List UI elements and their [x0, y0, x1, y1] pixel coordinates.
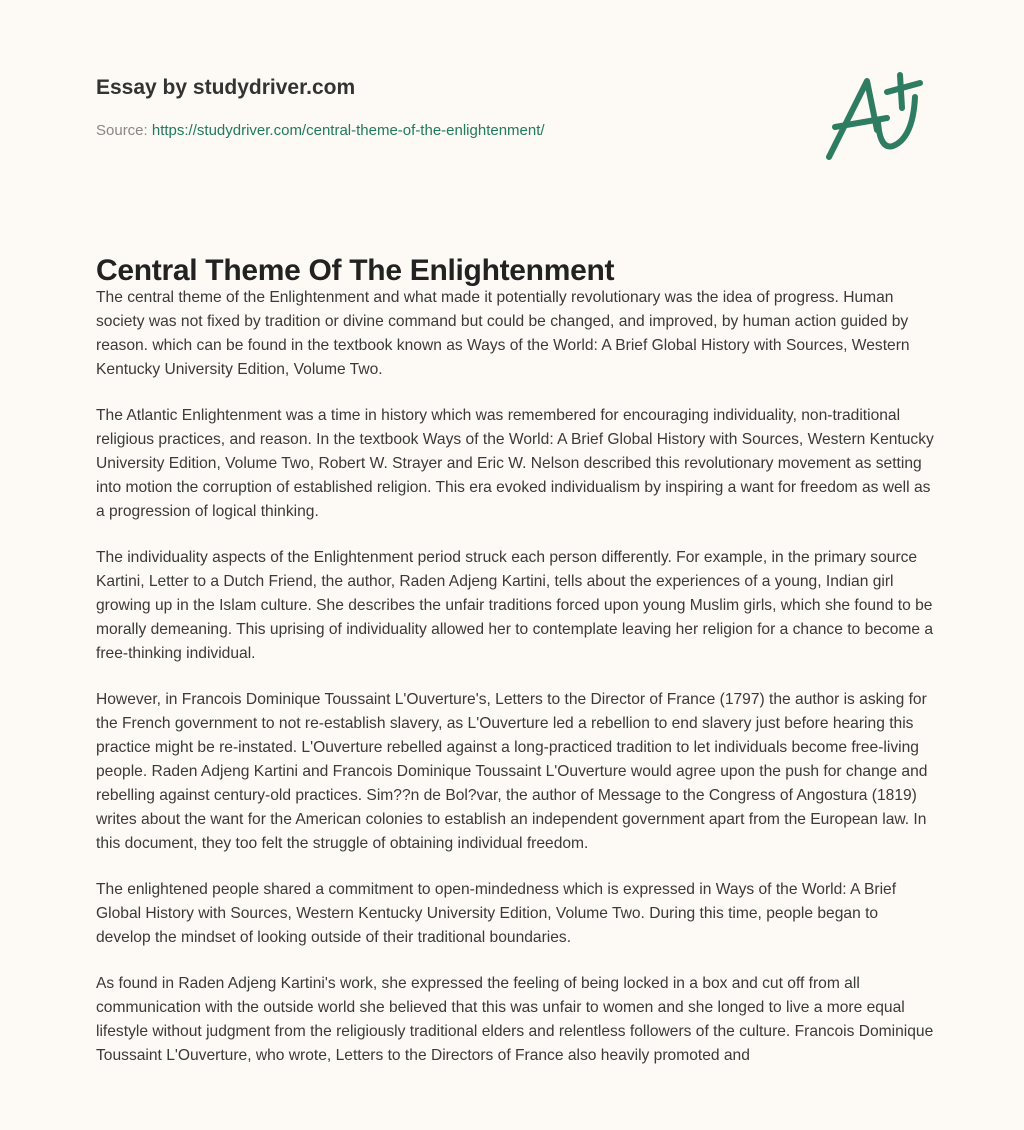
essay-title: Central Theme Of The Enlightenment: [96, 254, 615, 287]
paragraph: However, in Francois Dominique Toussaint L'Ouverture's, Letters to the Director of France (1797) the author is asking for the French government to not re-establish slavery, as L'Ouverture led a rebellion to end slavery just before hearing this practice might be re-instated. L'Ouverture rebelled against a long-practiced tradition to let individuals become free-living people. Raden Adjeng Kartini and Francois Dominique Toussaint L'Ouverture would agree upon the push for change and rebelling against century-old practices. Sim??n de Bol?var, the author of Message to the Congress of Angostura (1819) writes about the want for the American colonies to establish an independent government apart from the European law. In this document, they too felt the struggle of obtaining individual freedom.: [96, 691, 928, 852]
paragraph: The central theme of the Enlightenment and what made it potentially revolutionary was the idea of progress. Human society was not fixed by tradition or divine command but could be changed, and improved, by human action guided by reason. which can be found in the textbook known as Ways of the World: A Brief Global History with Sources, Western Kentucky University Edition, Volume Two.: [96, 289, 910, 378]
essay-body: [96, 286, 934, 1090]
source-link[interactable]: https://studydriver.com/central-theme-of-the-enlightenment/: [151, 122, 545, 139]
paragraph: The Atlantic Enlightenment was a time in history which was remembered for encouraging individuality, non-traditional religious practices, and reason. In the textbook Ways of the World: A Brief Global History with Sources, Western Kentucky University Edition, Volume Two, Robert W. Strayer and Eric W. Nelson described this revolutionary movement as setting into motion the corruption of established religion. This era evoked individualism by inspiring a want for freedom as well as a progression of logical thinking.: [96, 407, 934, 520]
paragraph: The enlightened people shared a commitment to open-mindedness which is expressed in Ways of the World: A Brief Global History with Sources, Western Kentucky University Edition, Volume Two. During this time, people began to develop the mindset of looking outside of their traditional boundaries.: [96, 881, 897, 946]
page-header: [96, 76, 545, 139]
paragraph: As found in Raden Adjeng Kartini's work, she expressed the feeling of being locked in a box and cut off from all communication with the outside world she believed that this was unfair to women and she longed to live a more equal lifestyle without judgment from the religiously traditional elders and relentless followers of the culture. Francois Dominique Toussaint L'Ouverture, who wrote, Letters to the Directors of France also heavily promoted and: [96, 975, 934, 1064]
a-plus-logo-icon: [800, 30, 950, 180]
brand-title: Essay by studydriver.com: [96, 76, 356, 99]
source-label: Source:: [96, 122, 148, 139]
source-line: [96, 122, 545, 139]
paragraph: The individuality aspects of the Enlightenment period struck each person differently. For example, in the primary source Kartini, Letter to a Dutch Friend, the author, Raden Adjeng Kartini, tells about the experiences of a young, Indian girl growing up in the Islam culture. She describes the unfair traditions forced upon young Muslim girls, which she found to be morally demeaning. This uprising of individuality allowed her to contemplate leaving her religion for a chance to become a free-thinking individual.: [96, 549, 934, 662]
